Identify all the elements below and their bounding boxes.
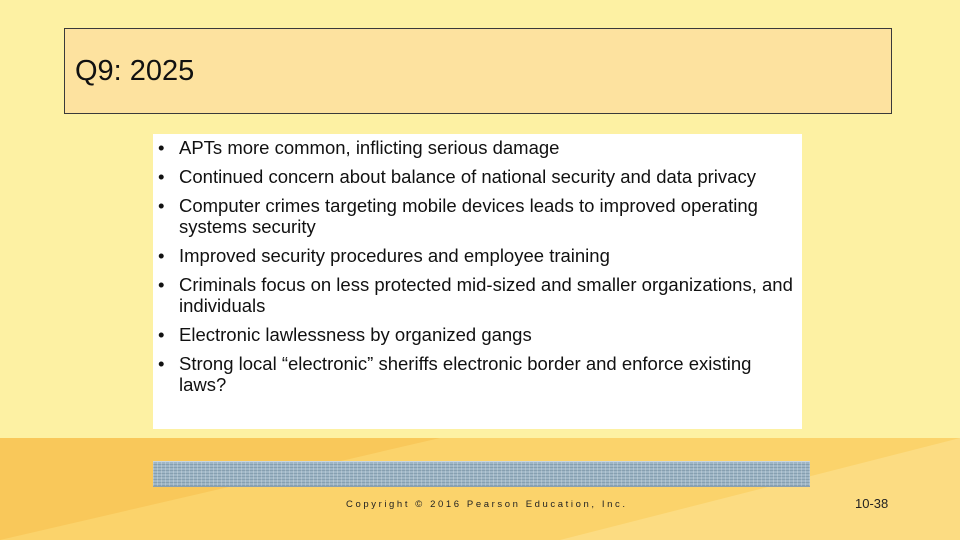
bullet-marker: • <box>158 195 165 216</box>
bullet-item <box>158 137 796 158</box>
footer-stripe-bar <box>153 461 810 487</box>
content-box <box>153 134 802 429</box>
bullet-marker: • <box>158 274 165 295</box>
bullet-marker: • <box>158 353 165 374</box>
slide-title: Q9: 2025 <box>75 55 195 87</box>
bullet-text: Strong local “electronic” sheriffs electronic border and enforce existing laws? <box>179 353 752 395</box>
bullet-text: Computer crimes targeting mobile devices leads to improved operating systems security <box>179 195 758 237</box>
bullet-item <box>158 166 796 187</box>
bullet-marker: • <box>158 137 165 158</box>
bottom-band-shade-right <box>560 438 960 540</box>
bullet-item <box>158 245 796 266</box>
bullet-list <box>158 137 796 395</box>
bullet-marker: • <box>158 166 165 187</box>
bullet-item <box>158 274 796 316</box>
bullet-text: Improved security procedures and employee training <box>179 245 610 266</box>
bullet-item <box>158 195 796 237</box>
page-number: 10-38 <box>855 496 889 511</box>
bullet-text: Electronic lawlessness by organized gangs <box>179 324 532 345</box>
bullet-marker: • <box>158 324 165 345</box>
bullet-marker: • <box>158 245 165 266</box>
bullet-item <box>158 353 796 395</box>
title-box <box>64 28 892 114</box>
bullet-text: Continued concern about balance of national security and data privacy <box>179 166 756 187</box>
copyright-notice: Copyright © 2016 Pearson Education, Inc. <box>346 499 628 510</box>
bottom-band-shade-left <box>0 438 440 540</box>
bullet-text: APTs more common, inflicting serious damage <box>179 137 560 158</box>
bullet-item <box>158 324 796 345</box>
bullet-text: Criminals focus on less protected mid-sized and smaller organizations, and individuals <box>179 274 793 316</box>
